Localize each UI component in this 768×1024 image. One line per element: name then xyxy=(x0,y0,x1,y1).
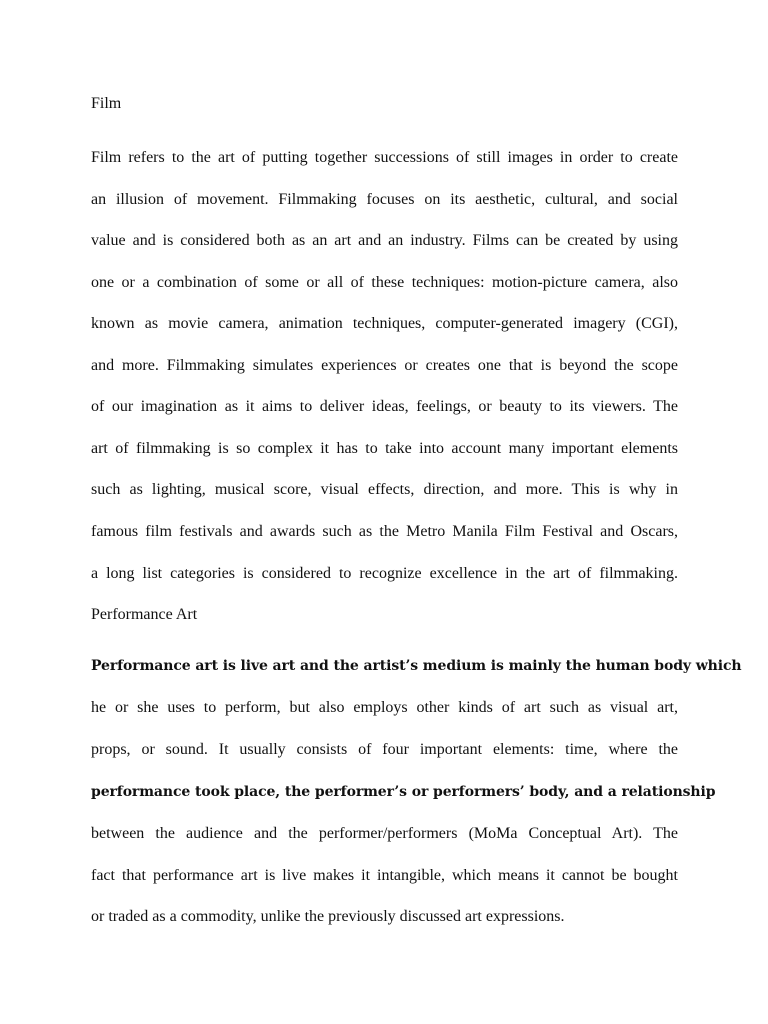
paragraph-line: an illusion of movement. Filmmaking focuses on its aesthetic, cultural, and social xyxy=(91,191,678,208)
section-heading-performance-art: Performance Art xyxy=(91,606,198,623)
paragraph-line: performance took place, the performer’s or performers’ body, and a relationship xyxy=(91,784,716,800)
paragraph-line: fact that performance art is live makes it intangible, which means it cannot be bought xyxy=(91,867,678,884)
paragraph-line: between the audience and the performer/performers (MoMa Conceptual Art). The xyxy=(91,825,678,842)
paragraph-line: famous film festivals and awards such as the Metro Manila Film Festival and Oscars, xyxy=(91,523,678,540)
paragraph-line: Film refers to the art of putting together successions of still images in order to create xyxy=(91,149,678,166)
paragraph-line: art of filmmaking is so complex it has to take into account many important elements xyxy=(91,440,678,457)
paragraph-line: of our imagination as it aims to deliver ideas, feelings, or beauty to its viewers. The xyxy=(91,398,678,415)
paragraph-line: props, or sound. It usually consists of four important elements: time, where the xyxy=(91,741,678,758)
paragraph-line: known as movie camera, animation techniques, computer-generated imagery (CGI), xyxy=(91,315,678,332)
paragraph-line: such as lighting, musical score, visual effects, direction, and more. This is why in xyxy=(91,481,678,498)
paragraph-line: value and is considered both as an art and an industry. Films can be created by using xyxy=(91,232,678,249)
paragraph-line: one or a combination of some or all of these techniques: motion-picture camera, also xyxy=(91,274,678,291)
paragraph-line: Performance art is live art and the artist’s medium is mainly the human body which xyxy=(91,658,742,674)
paragraph-line: a long list categories is considered to recognize excellence in the art of filmmaking. xyxy=(91,565,678,582)
section-heading-film: Film xyxy=(91,95,122,112)
paragraph-line: he or she uses to perform, but also employs other kinds of art such as visual art, xyxy=(91,699,678,716)
paragraph-line: and more. Filmmaking simulates experiences or creates one that is beyond the scope xyxy=(91,357,678,374)
paragraph-line: or traded as a commodity, unlike the previously discussed art expressions. xyxy=(91,908,565,925)
